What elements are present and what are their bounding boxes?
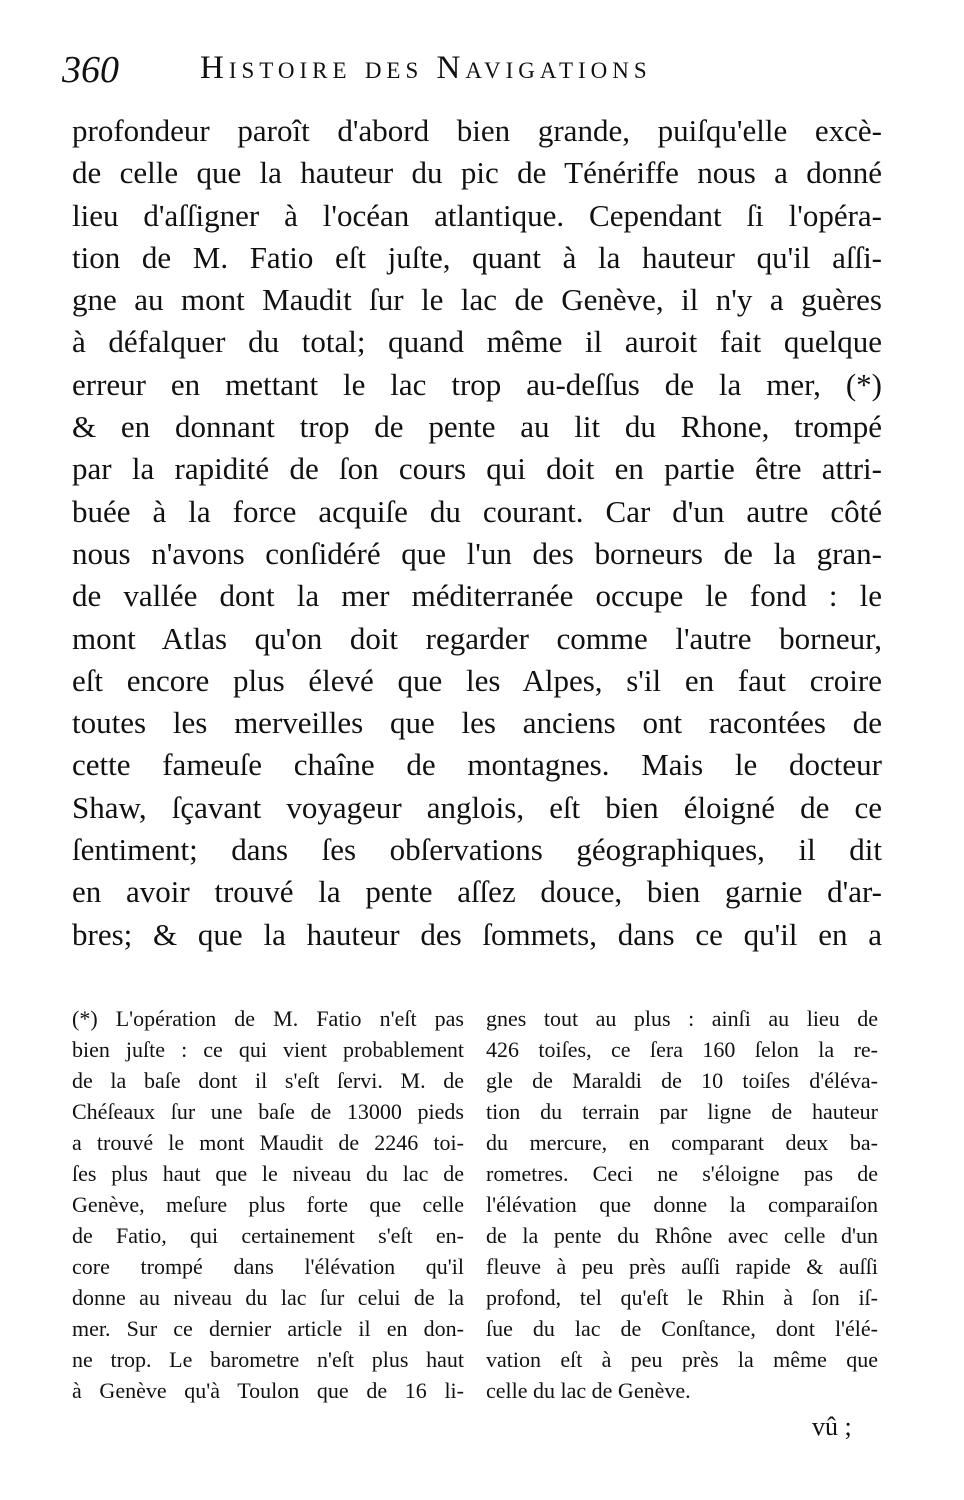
footnote-line: gle de Maraldi de 10 toiſes d'éléva- [486,1068,878,1093]
footnote-line: de la baſe dont il s'eſt ſervi. M. de [72,1068,464,1093]
text-line: Shaw, ſçavant voyageur anglois, eſt bien éloigné de ce [72,789,882,825]
text-line: nous n'avons conſidéré que l'un des borneurs de la gran- [72,535,882,571]
footnote-line: celle du lac de Genève. [486,1378,691,1403]
footnote-left-column [72,1003,464,1406]
running-title: Histoire des Navigations [200,50,652,86]
text-line: de vallée dont la mer méditerranée occupe le fond : le [72,578,882,614]
footnote-line: profond, tel qu'eſt le Rhin à ſon iſ- [486,1285,878,1310]
footnote-line: du mercure, en comparant deux ba- [486,1130,878,1155]
footnote-line: ne trop. Le barometre n'eſt plus haut [72,1347,464,1372]
footnote-line: tion du terrain par ligne de hauteur [486,1099,878,1124]
footnote-line: gnes tout au plus : ainſi au lieu de [486,1006,878,1031]
footnote-line: à Genève qu'à Toulon que de 16 li- [72,1378,464,1403]
footnote-line: a trouvé le mont Maudit de 2246 toi- [72,1130,464,1155]
footnote-line: mer. Sur ce dernier article il en don- [72,1316,464,1341]
footnote-line: fleuve à peu près auſſi rapide & auſſi [486,1254,878,1279]
footnote-line: l'élévation que donne la comparaiſon [486,1192,878,1217]
footnote-line: Genève, meſure plus forte que celle [72,1192,464,1217]
text-line: par la rapidité de ſon cours qui doit en partie être attri- [72,451,882,487]
footnote-line: rometres. Ceci ne s'éloigne pas de [486,1161,878,1186]
catchword: vû ; [812,1412,852,1441]
text-line: en avoir trouvé la pente aſſez douce, bien garnie d'ar- [72,874,882,910]
text-line: à défalquer du total; quand même il auroit fait quelque [72,324,882,360]
text-line: cette fameuſe chaîne de montagnes. Mais le docteur [72,747,882,783]
footnote-line: ſes plus haut que le niveau du lac de [72,1161,464,1186]
footnote-line: donne au niveau du lac ſur celui de la [72,1285,464,1310]
text-line: bres; & que la hauteur des ſommets, dans ce qu'il en a [72,916,882,952]
footnote-line: de la pente du Rhône avec celle d'un [486,1223,878,1248]
footnote-line: 426 toiſes, ce ſera 160 ſelon la re- [486,1037,878,1062]
footnote-line: core trompé dans l'élévation qu'il [72,1254,464,1279]
text-line: de celle que la hauteur du pic de Ténériffe nous a donné [72,155,882,191]
text-line: profondeur paroît d'abord bien grande, puiſqu'elle excè- [72,113,882,148]
footnote-right-column [486,1003,878,1406]
text-line: eſt encore plus élevé que les Alpes, s'il en faut croire [72,662,882,698]
page-number: 360 [62,49,119,91]
text-line: mont Atlas qu'on doit regarder comme l'autre borneur, [72,620,882,656]
text-line: erreur en mettant le lac trop au-deſſus de la mer, (*) [72,366,882,402]
text-line: & en donnant trop de pente au lit du Rhone, trompé [72,409,882,445]
text-line: gne au mont Maudit ſur le lac de Genève, il n'y a guères [72,282,882,318]
text-line: tion de M. Fatio eſt juſte, quant à la hauteur qu'il aſſi- [72,239,882,275]
page-header [62,48,922,98]
text-line: ſentiment; dans ſes obſervations géographiques, il dit [72,832,882,868]
footnote-line: ſue du lac de Conſtance, dont l'élé- [486,1316,878,1341]
text-line: lieu d'aſſigner à l'océan atlantique. Cependant ſi l'opéra- [72,197,882,233]
footnote-line: de Fatio, qui certainement s'eſt en- [72,1223,464,1248]
footnote-line: vation eſt à peu près la même que [486,1347,878,1372]
text-line: toutes les merveilles que les anciens ont racontées de [72,705,882,741]
text-line: buée à la force acquiſe du courant. Car d'un autre côté [72,493,882,529]
footnote-line: Chéſeaux ſur une baſe de 13000 pieds [72,1099,464,1124]
main-text [72,110,882,956]
footnote-line: bien juſte : ce qui vient probablement [72,1037,464,1062]
footnote-line: (*) L'opération de M. Fatio n'eſt pas [72,1006,464,1031]
